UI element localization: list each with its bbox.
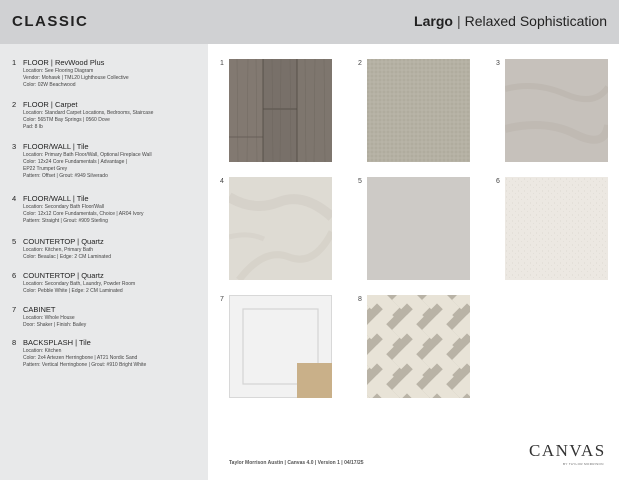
swatch-base <box>229 177 332 280</box>
swatch-number: 7 <box>220 296 224 303</box>
swatch-tile-stone <box>229 177 332 280</box>
selection-detail: Location: Secondary Bath Floor/Wall <box>23 204 104 210</box>
selection-heading: FLOOR/WALL | Tile <box>23 194 89 203</box>
swatch-base <box>505 59 608 162</box>
selection-detail: Location: Whole House <box>23 315 75 321</box>
swatch-number: 6 <box>496 178 500 185</box>
selection-detail: EP22 Trumpet Grey <box>23 166 68 172</box>
selection-detail: Location: Primary Bath Floor/Wall, Optional Fireplace Wall <box>23 152 152 158</box>
title-separator: | <box>456 13 461 29</box>
canvas-logo <box>529 441 609 471</box>
selection-number: 1 <box>12 58 17 67</box>
selection-list <box>0 44 208 480</box>
swatch-number: 5 <box>358 178 362 185</box>
swatch-herringbone-tile <box>367 295 470 398</box>
selection-detail: Pattern: Straight | Grout: #909 Sterling <box>23 218 108 224</box>
selection-detail: Color: 02W Beachwood <box>23 82 76 88</box>
swatch-number: 1 <box>220 60 224 67</box>
selection-detail: Pattern: Vertical Herringbone | Grout: #910 Bright White <box>23 362 147 368</box>
selection-detail: Location: Kitchen, Primary Bath <box>23 247 94 253</box>
selection-number: 5 <box>12 237 17 246</box>
selection-detail: Location: Kitchen <box>23 348 62 354</box>
selection-heading: CABINET <box>23 305 56 314</box>
selection-detail: Color: Pebble White | Edge: 2 CM Laminated <box>23 288 123 294</box>
swatch-number: 2 <box>358 60 362 67</box>
selection-detail: Location: Standard Carpet Locations, Bedrooms, Staircase <box>23 110 154 116</box>
swatch-wood-plank <box>229 59 332 162</box>
selection-detail: Color: 12x12 Core Fundamentals, Choice | AR04 Ivory <box>23 211 144 217</box>
swatch-number: 4 <box>220 178 224 185</box>
collection-name: CLASSIC <box>12 13 89 30</box>
swatch-quartz <box>505 177 608 280</box>
selection-detail: Location: See Flooring Diagram <box>23 68 94 74</box>
package-tagline: Relaxed Sophistication <box>464 13 607 29</box>
selection-heading: BACKSPLASH | Tile <box>23 338 91 347</box>
selection-heading: FLOOR/WALL | Tile <box>23 142 89 151</box>
selection-heading: FLOOR | Carpet <box>23 100 78 109</box>
selection-number: 8 <box>12 338 17 347</box>
selection-detail: Color: Beaulac | Edge: 2 CM Laminated <box>23 254 112 260</box>
logo-wordmark: CANVAS <box>529 441 606 460</box>
wood-plank <box>229 59 263 162</box>
selection-number: 3 <box>12 142 17 151</box>
package-name: Largo <box>414 13 453 29</box>
logo-subtitle: BY TAYLOR MORRISON <box>563 462 604 466</box>
swatch-number: 8 <box>358 296 362 303</box>
swatch-tile-stone <box>505 59 608 162</box>
selection-detail: Color: 565TM Bay Springs | 0560 Dove <box>23 117 110 123</box>
swatch-base <box>367 177 470 280</box>
selection-heading: COUNTERTOP | Quartz <box>23 237 104 246</box>
selection-detail: Door: Shaker | Finish: Bailey <box>23 322 87 328</box>
page-header <box>0 0 619 44</box>
selection-number: 2 <box>12 100 17 109</box>
swatch-cabinet-door <box>229 295 332 398</box>
selection-number: 6 <box>12 271 17 280</box>
swatch-carpet <box>367 59 470 162</box>
selection-heading: FLOOR | RevWood Plus <box>23 58 105 67</box>
selection-detail: Vendor: Mohawk | TML20 Lighthouse Collective <box>23 75 129 81</box>
selection-detail: Pad: 8 lb <box>23 124 43 130</box>
selection-number: 4 <box>12 194 17 203</box>
selection-detail: Location: Secondary Bath, Laundry, Powder Room <box>23 281 136 287</box>
package-title <box>414 13 607 29</box>
selection-heading: COUNTERTOP | Quartz <box>23 271 104 280</box>
selection-number: 7 <box>12 305 17 314</box>
swatch-number: 3 <box>496 60 500 67</box>
selection-detail: Color: 12x24 Core Fundamentals | Advantage | <box>23 159 128 165</box>
footer-text: Taylor Morrison Austin | Canvas 4.0 | Version 1 | 04/17/25 <box>229 460 364 466</box>
swatch-quartz <box>367 177 470 280</box>
finish-chip <box>297 363 332 398</box>
selection-detail: Pattern: Offset | Grout: #949 Silverado <box>23 173 108 179</box>
selection-detail: Color: 2x4 Artezen Herringbone | AT21 Nordic Sand <box>23 355 138 361</box>
